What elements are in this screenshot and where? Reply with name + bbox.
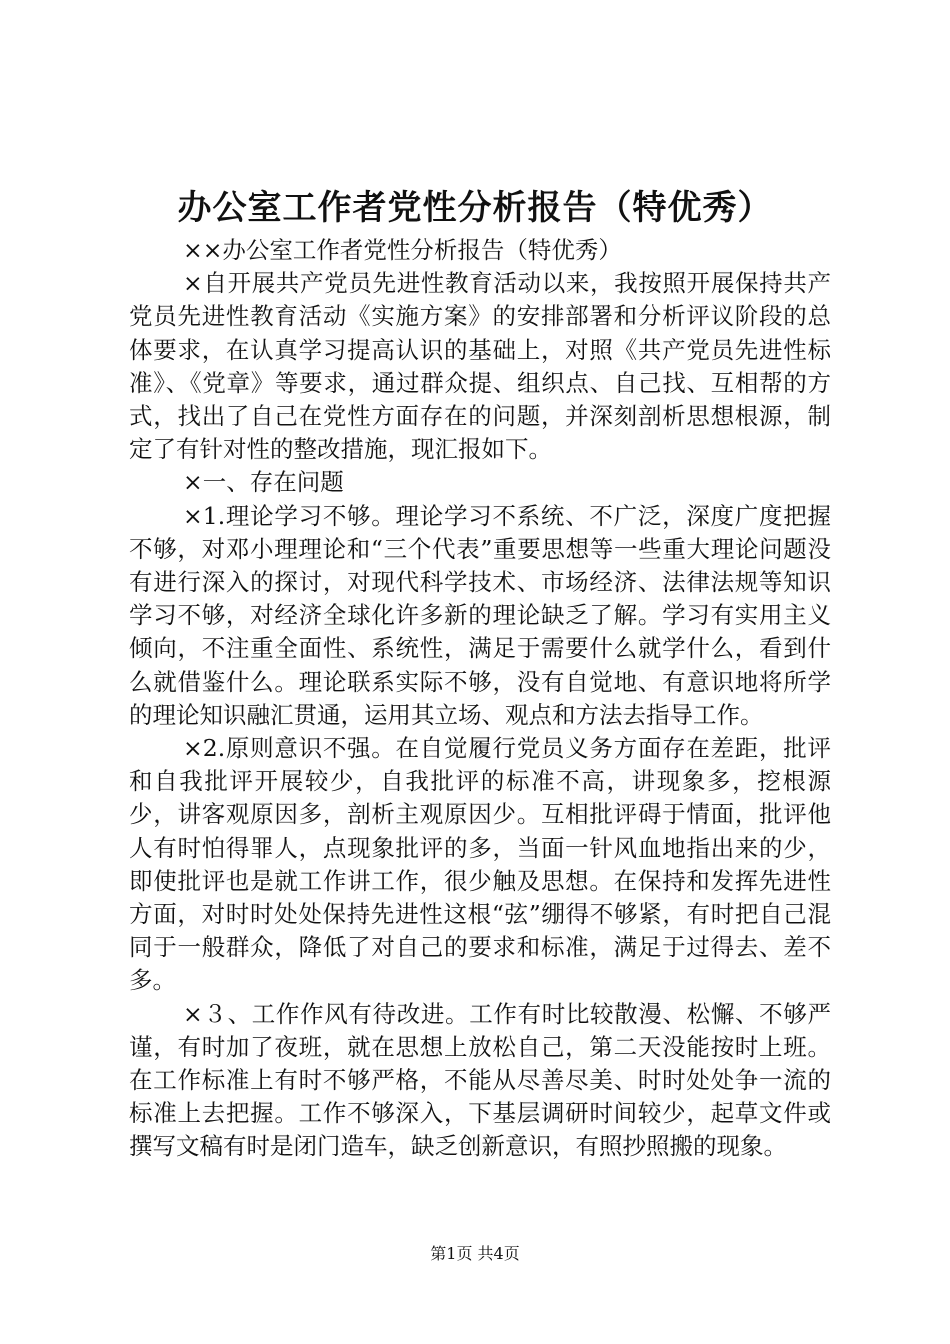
document-title: 办公室工作者党性分析报告（特优秀） xyxy=(177,188,773,228)
document-body xyxy=(129,234,831,1164)
body-paragraph-intro: ×自开展共产党员先进性教育活动以来，我按照开展保持共产党员先进性教育活动《实施方案》的安排部署和分析评议阶段的总体要求，在认真学习提高认识的基础上，对照《共产党员先进性标准》、《党章》等要求，通过群众提、组织点、自己找、互相帮的方式，找出了自己在党性方面存在的问题，并深刻剖析思想根源，制定了有针对性的整改措施，现汇报如下。 xyxy=(129,269,831,464)
body-paragraph-theory-study: ×1.理论学习不够。理论学习不系统、不广泛，深度广度把握不够，对邓小理理论和“三个代表”重要思想等一些重大理论问题没有进行深入的探讨，对现代科学技术、市场经济、法律法规等知识学习不够，对经济全球化许多新的理论缺乏了解。学习有实用主义倾向，不注重全面性、系统性，满足于需要什么就学什么，看到什么就借鉴什么。理论联系实际不够，没有自觉地、有意识地将所学的理论知识融汇贯通，运用其立场、观点和方法去指导工作。 xyxy=(129,501,831,729)
body-paragraph-subtitle: ××办公室工作者党性分析报告（特优秀） xyxy=(183,236,622,264)
body-paragraph-principle-awareness: ×2.原则意识不强。在自觉履行党员义务方面存在差距，批评和自我批评开展较少，自我批评的标准不高，讲现象多，挖根源少，讲客观原因多，剖析主观原因少。互相批评碍于情面，批评他人有时怕得罪人，点现象批评的多，当面一针风血地指出来的少，即使批评也是就工作讲工作，很少触及思想。在保持和发挥先进性方面，对时时处处保持先进性这根“弦”绷得不够紧，有时把自己混同于一般群众，降低了对自己的要求和标准，满足于过得去、差不多。 xyxy=(129,734,831,995)
section-heading-problems: ×一、存在问题 xyxy=(183,468,344,497)
body-paragraph-work-style: ×３、工作作风有待改进。工作有时比较散漫、松懈、不够严谨，有时加了夜班，就在思想上放松自己，第二天没能按时上班。在工作标准上有时不够严格，不能从尽善尽美、时时处处争一流的标准上去把握。工作不够深入，下基层调研时间较少，起草文件或撰写文稿有时是闭门造车，缺乏创新意识，有照抄照搬的现象。 xyxy=(129,999,831,1161)
page-footer: 第1页 共4页 xyxy=(430,1244,520,1263)
